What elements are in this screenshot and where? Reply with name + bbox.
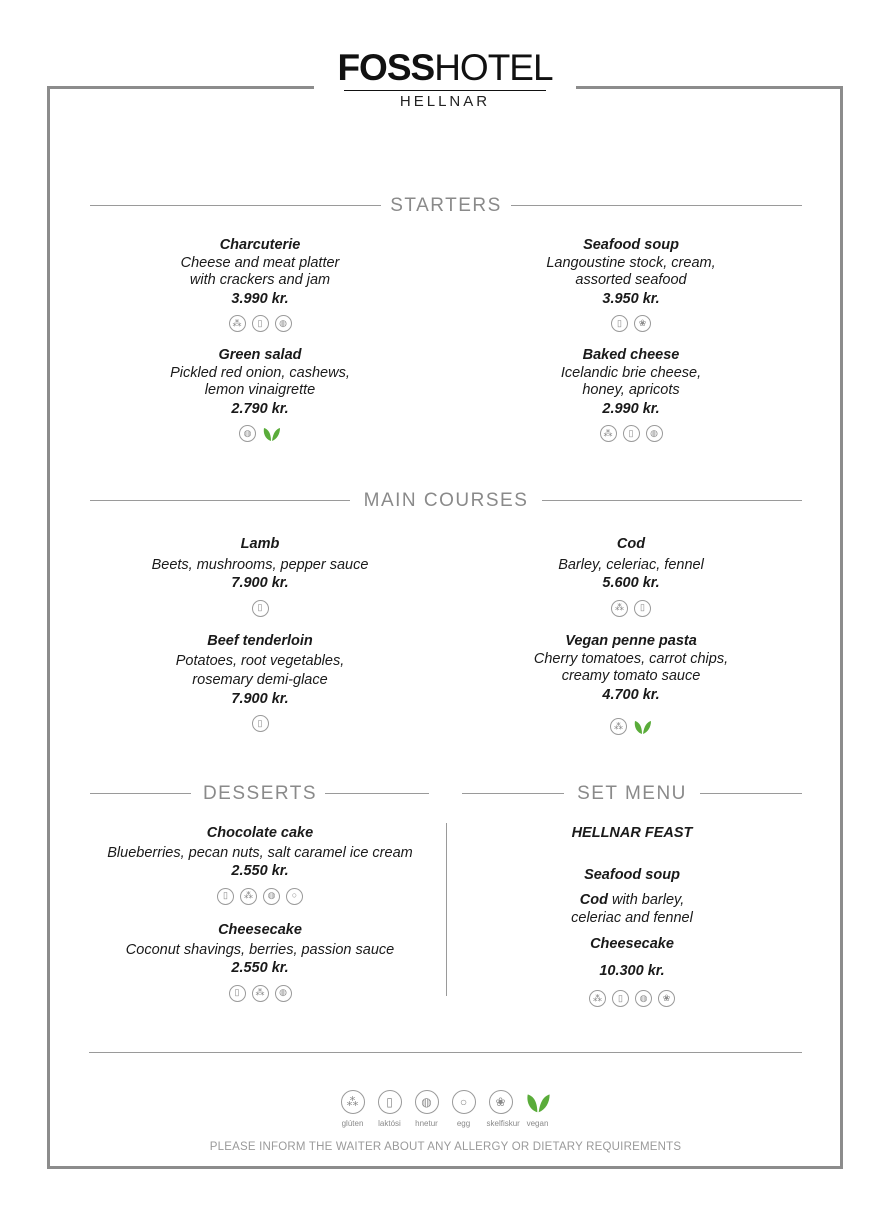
lactose-icon: ▯: [252, 600, 269, 617]
allergen-icons: [90, 888, 430, 905]
set-menu-price: 10.300 kr.: [599, 962, 665, 979]
main-courses-header: [90, 490, 802, 510]
gluten-icon: ⁂: [229, 315, 246, 332]
allergen-icons: [462, 990, 802, 1007]
nut-icon: ◍: [239, 425, 256, 442]
set-menu-course-desc: with barley,: [607, 892, 685, 908]
section-title: SET MENU: [577, 783, 687, 804]
item-name: Baked cheese: [582, 347, 680, 363]
item-desc: lemon vinaigrette: [204, 382, 316, 398]
lactose-icon: ▯: [634, 600, 651, 617]
header-rule: [542, 500, 802, 501]
nut-icon: ◍: [646, 425, 663, 442]
gluten-icon: ⁂: [252, 985, 269, 1002]
legend-label: vegan: [526, 1119, 549, 1128]
allergen-icons: [90, 600, 430, 617]
item-desc: honey, apricots: [582, 382, 680, 398]
lactose-icon: ▯: [229, 985, 246, 1002]
item-desc: Coconut shavings, berries, passion sauce: [125, 941, 395, 958]
header-rule: [462, 793, 564, 794]
nut-icon: ◍: [275, 315, 292, 332]
header-rule: [325, 793, 429, 794]
allergen-legend: [330, 1090, 560, 1128]
item-name: Green salad: [218, 347, 302, 363]
item-price: 5.600 kr.: [602, 575, 660, 591]
item-price: 7.900 kr.: [231, 690, 289, 707]
item-name: Cheesecake: [218, 922, 302, 938]
lactose-icon: ▯: [252, 715, 269, 732]
vegan-icon: [524, 1090, 552, 1114]
allergen-icons: [90, 715, 430, 732]
set-menu-course: Cheesecake: [590, 936, 674, 952]
item-desc: Cherry tomatoes, carrot chips,: [533, 650, 729, 667]
header-rule: [90, 793, 191, 794]
menu-item-chocolate-cake: [90, 825, 430, 905]
legend-item-lactose: [376, 1090, 404, 1128]
set-menu-course: [462, 892, 802, 910]
item-price: 3.950 kr.: [602, 290, 660, 307]
section-title: STARTERS: [390, 195, 502, 216]
nut-icon: ◍: [415, 1090, 439, 1114]
gluten-icon: ⁂: [610, 718, 627, 735]
egg-icon: ○: [286, 888, 303, 905]
menu-item-seafood-soup: [461, 237, 801, 332]
allergen-icons: [90, 985, 430, 1002]
item-name: Seafood soup: [583, 237, 679, 253]
item-name: Chocolate cake: [206, 825, 314, 841]
item-desc: with crackers and jam: [189, 272, 331, 288]
allergen-icons: [461, 600, 801, 617]
menu-item-cheesecake: [90, 922, 430, 1002]
legend-label: egg: [456, 1119, 471, 1128]
menu-item-beef-tenderloin: [90, 633, 430, 732]
set-menu-course-name: Cod: [579, 892, 608, 908]
menu-item-cod: [461, 536, 801, 617]
item-desc: Blueberries, pecan nuts, salt caramel ice cream: [107, 844, 413, 861]
lactose-icon: ▯: [252, 315, 269, 332]
item-desc: Icelandic brie cheese,: [560, 364, 702, 381]
column-divider: [446, 823, 447, 996]
item-name: Beef tenderloin: [207, 633, 313, 649]
set-menu-course: Seafood soup: [584, 866, 680, 883]
set-menu-title: HELLNAR FEAST: [571, 825, 693, 841]
item-desc: Cheese and meat platter: [180, 254, 340, 271]
logo-bold: FOSS: [337, 47, 435, 88]
egg-icon: ○: [452, 1090, 476, 1114]
menu-item-green-salad: [90, 347, 430, 442]
header-rule: [90, 205, 381, 206]
gluten-icon: ⁂: [589, 990, 606, 1007]
starters-header: [90, 195, 802, 215]
vegan-icon: [262, 425, 281, 442]
lactose-icon: ▯: [612, 990, 629, 1007]
allergy-notice: PLEASE INFORM THE WAITER ABOUT ANY ALLERGY OR DIETARY REQUIREMENTS: [209, 1141, 682, 1153]
legend-label: skelfiskur: [486, 1119, 520, 1128]
shellfish-icon: ❀: [658, 990, 675, 1007]
gluten-icon: ⁂: [600, 425, 617, 442]
item-price: 7.900 kr.: [231, 575, 289, 591]
item-price: 2.550 kr.: [231, 960, 289, 976]
allergen-icons: [90, 315, 430, 332]
lactose-icon: ▯: [378, 1090, 402, 1114]
item-price: 2.990 kr.: [602, 400, 660, 417]
legend-label: hnetur: [415, 1119, 438, 1128]
allergen-icons: [461, 315, 801, 332]
item-desc: creamy tomato sauce: [561, 668, 701, 684]
nut-icon: ◍: [275, 985, 292, 1002]
item-name: Vegan penne pasta: [565, 633, 697, 649]
header-rule: [700, 793, 802, 794]
logo-wordmark: [330, 46, 560, 90]
item-desc: assorted seafood: [575, 272, 687, 288]
lactose-icon: ▯: [623, 425, 640, 442]
lactose-icon: ▯: [611, 315, 628, 332]
item-desc: Pickled red onion, cashews,: [170, 364, 350, 381]
item-name: Charcuterie: [219, 237, 301, 253]
gluten-icon: ⁂: [240, 888, 257, 905]
header-rule: [511, 205, 802, 206]
shellfish-icon: ❀: [489, 1090, 513, 1114]
set-menu-hellnar-feast: [462, 825, 802, 1007]
legend-label: laktósi: [378, 1119, 401, 1128]
legend-item-nuts: [413, 1090, 441, 1128]
legend-item-shellfish: [486, 1090, 520, 1128]
item-desc: Barley, celeriac, fennel: [558, 556, 704, 573]
item-desc: Beets, mushrooms, pepper sauce: [151, 556, 369, 573]
allergen-icons: [90, 425, 430, 442]
item-desc: Langoustine stock, cream,: [546, 254, 716, 271]
allergen-icons: [461, 425, 801, 442]
allergen-icons: [461, 718, 801, 735]
lactose-icon: ▯: [217, 888, 234, 905]
menu-item-vegan-penne: [461, 633, 801, 735]
item-name: Lamb: [240, 536, 280, 552]
item-desc: rosemary demi-glace: [192, 672, 328, 688]
hotel-logo: [330, 46, 560, 110]
shellfish-icon: ❀: [634, 315, 651, 332]
item-price: 2.550 kr.: [231, 863, 289, 879]
gluten-icon: ⁂: [611, 600, 628, 617]
logo-rule: [344, 90, 546, 91]
legend-item-egg: [450, 1090, 478, 1128]
item-name: Cod: [616, 536, 646, 552]
logo-location: HELLNAR: [399, 93, 491, 110]
section-title: MAIN COURSES: [363, 490, 529, 511]
gluten-icon: ⁂: [341, 1090, 365, 1114]
item-price: 3.990 kr.: [231, 290, 289, 307]
legend-item-vegan: [524, 1090, 552, 1128]
item-price: 4.700 kr.: [602, 686, 660, 703]
set-menu-header: [462, 783, 802, 803]
item-price: 2.790 kr.: [231, 400, 289, 417]
legend-label: glúten: [341, 1119, 364, 1128]
nut-icon: ◍: [263, 888, 280, 905]
item-desc: Potatoes, root vegetables,: [175, 652, 345, 669]
section-title: DESSERTS: [202, 783, 318, 804]
logo-light: HOTEL: [434, 47, 553, 88]
desserts-header: [90, 783, 429, 803]
menu-item-charcuterie: [90, 237, 430, 332]
footer-rule: [89, 1052, 802, 1053]
vegan-icon: [633, 718, 652, 735]
nut-icon: ◍: [635, 990, 652, 1007]
legend-item-gluten: [339, 1090, 367, 1128]
menu-item-baked-cheese: [461, 347, 801, 442]
menu-item-lamb: [90, 536, 430, 617]
set-menu-course-desc: celeriac and fennel: [571, 909, 693, 926]
header-rule: [90, 500, 350, 501]
